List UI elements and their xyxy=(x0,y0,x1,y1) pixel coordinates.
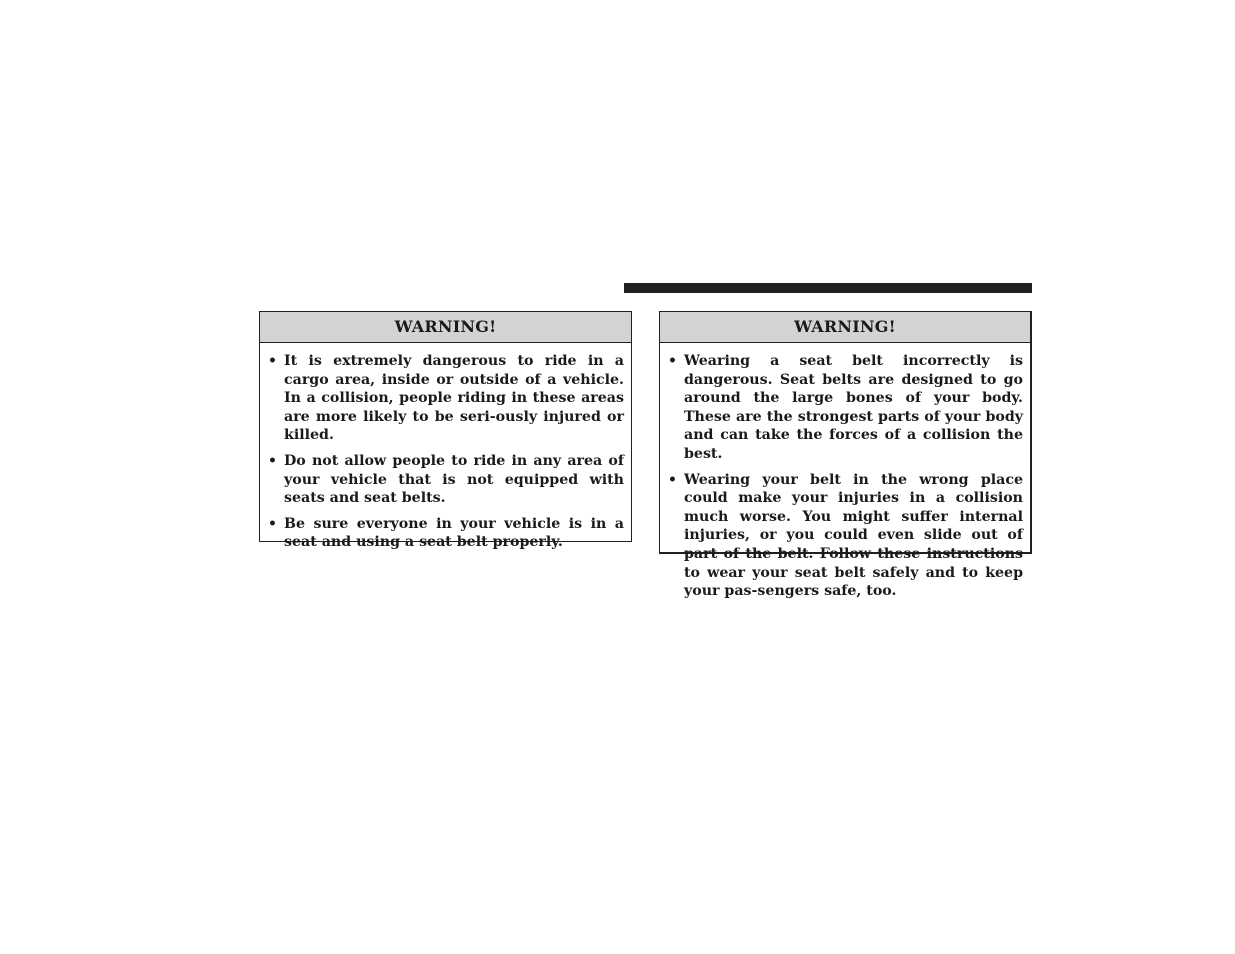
section-header-rule xyxy=(624,283,1032,293)
warning-item-text: Wearing your belt in the wrong place could make your injuries in a collision much worse. You might suffer internal injuries, or you could even slide out of part of the belt. Follow these instructions to wear your seat belt safely and to keep your pas-sengers safe, too. xyxy=(684,471,1023,600)
warning-item-text: Wearing a seat belt incorrectly is dangerous. Seat belts are designed to go around the large bones of your body. These are the strongest parts of your body and can take the forces of a collision the best. xyxy=(684,353,1023,462)
warning-item xyxy=(268,352,624,445)
warning-box-cargo xyxy=(259,311,632,551)
warning-item-text: Do not allow people to ride in any area of your vehicle that is not equipped with seats and seat belts. xyxy=(284,452,624,507)
warning-box-seat-belt xyxy=(659,311,1032,600)
bullet-icon: • xyxy=(668,471,677,488)
warning-title: WARNING! xyxy=(260,312,631,343)
bullet-icon: • xyxy=(268,515,277,532)
bullet-icon: • xyxy=(668,353,677,369)
warning-item xyxy=(668,471,1023,601)
bullet-icon: • xyxy=(268,452,277,469)
warning-title: WARNING! xyxy=(660,312,1030,343)
warning-item-text: It is extremely dangerous to ride in a cargo area, inside or outside of a vehicle. In a collision, people riding in these areas are more likely to be seri-ously injured or killed. xyxy=(284,353,624,444)
warning-item xyxy=(668,352,1023,464)
warning-item xyxy=(268,515,624,552)
bullet-icon: • xyxy=(268,353,277,369)
warning-item xyxy=(268,452,624,508)
warning-list xyxy=(260,343,631,552)
warning-item-text: Be sure everyone in your vehicle is in a seat and using a seat belt properly. xyxy=(284,515,624,551)
warning-list xyxy=(660,343,1030,601)
